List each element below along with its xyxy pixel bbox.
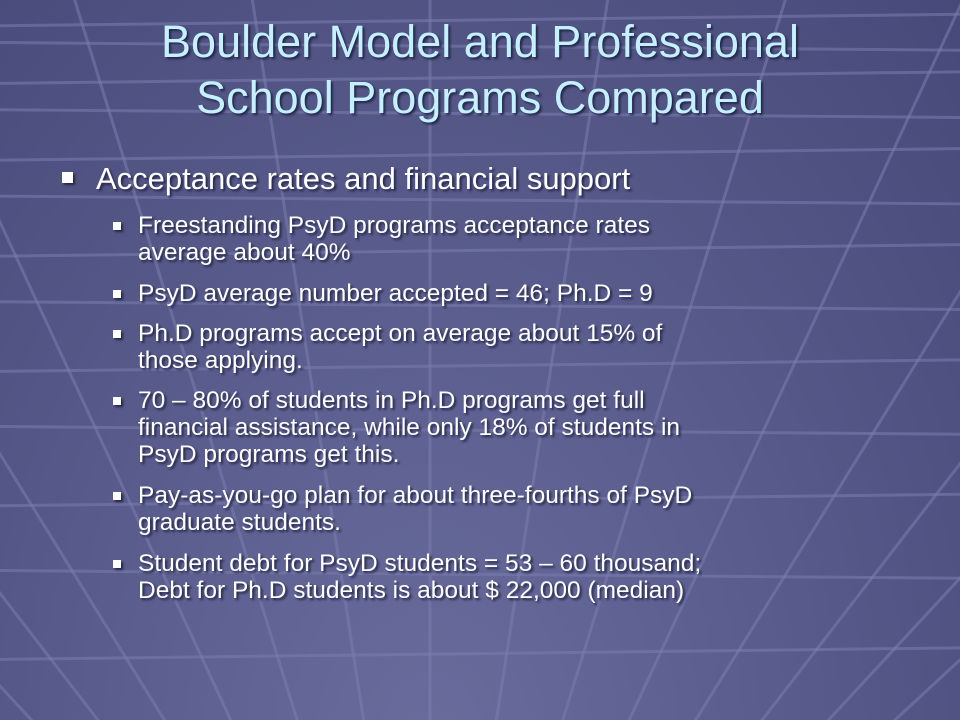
square-bullet-icon xyxy=(113,222,121,230)
slide-title-line-1: Boulder Model and Professional xyxy=(161,16,799,67)
sub-bullet-text: Ph.D programs accept on average about 15% of those applying. xyxy=(138,320,663,374)
square-bullet-icon xyxy=(62,172,73,183)
square-bullet-icon xyxy=(113,492,121,500)
square-bullet-icon xyxy=(113,397,121,405)
square-bullet-icon xyxy=(113,290,121,298)
sub-bullet-text: 70 – 80% of students in Ph.D programs get full financial assistance, while only 18% of students in PsyD programs get this. xyxy=(138,387,681,468)
sub-bullet-text: Freestanding PsyD programs acceptance rates average about 40% xyxy=(138,212,651,266)
sub-bullet-text: Pay-as-you-go plan for about three-fourths of PsyD graduate students. xyxy=(138,482,693,536)
square-bullet-icon xyxy=(113,330,121,338)
main-bullet-text: Acceptance rates and financial support xyxy=(96,161,631,196)
square-bullet-icon xyxy=(113,560,121,568)
sub-bullet-text: Student debt for PsyD students = 53 – 60 thousand; Debt for Ph.D students is about $ 22,000 (median) xyxy=(138,550,702,604)
sub-bullet-text: PsyD average number accepted = 46; Ph.D = 9 xyxy=(138,280,653,307)
slide-title-line-2: School Programs Compared xyxy=(196,72,764,123)
